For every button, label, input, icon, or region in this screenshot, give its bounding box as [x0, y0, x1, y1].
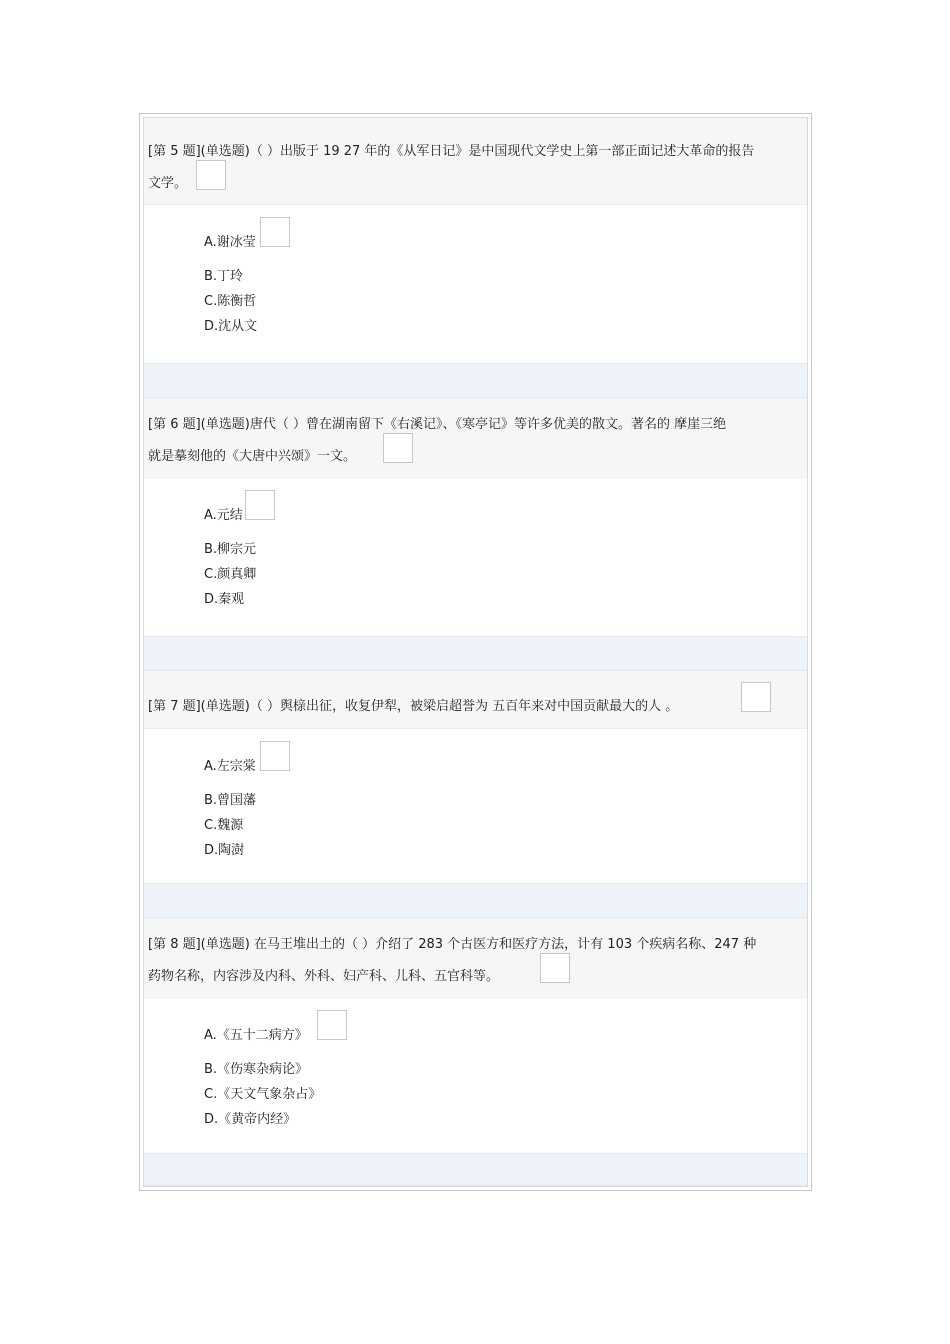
question-7-option-c[interactable]: C.魏源	[204, 818, 244, 833]
question-5-option-d[interactable]: D.沈从文	[204, 319, 258, 334]
exam-inner	[143, 117, 808, 1187]
question-8-option-d[interactable]: D.《黄帝内经》	[204, 1112, 297, 1127]
exam-frame	[139, 113, 812, 1191]
option-a-box[interactable]	[317, 1010, 347, 1040]
question-7	[144, 671, 807, 883]
option-a-box[interactable]	[260, 741, 290, 771]
question-5-option-a[interactable]: A.谢冰莹	[204, 235, 256, 250]
question-6	[144, 398, 807, 636]
question-5-option-c[interactable]: C.陈衡哲	[204, 294, 257, 309]
question-7-options	[144, 729, 807, 883]
question-5-answer-box[interactable]	[196, 160, 226, 190]
question-8-options	[144, 998, 807, 1156]
question-8-answer-box[interactable]	[540, 953, 570, 983]
question-5-stem	[144, 118, 807, 205]
separator	[144, 636, 807, 671]
question-8-text-line1: [第 8 题](单选题) 在马王堆出土的（ ）介绍了 283 个古医方和医疗方法，计有 103 个疾病名称、247 种	[148, 937, 757, 952]
question-5-text-line1: [第 5 题](单选题)（ ）出版于 19 27 年的《从军日记》是中国现代文学史上第一部正面记述大革命的报告	[148, 144, 755, 159]
question-6-stem	[144, 398, 807, 478]
question-6-option-b[interactable]: B.柳宗元	[204, 542, 257, 557]
question-5-options	[144, 205, 807, 363]
question-6-option-d[interactable]: D.秦观	[204, 592, 245, 607]
question-6-text-line1: [第 6 题](单选题)唐代（ ）曾在湖南留下《右溪记》、《寒亭记》等许多优美的散文。著名的 摩崖三绝	[148, 417, 727, 432]
question-8-text-line2: 药物名称，内容涉及内科、外科、妇产科、儿科、五官科等。	[148, 969, 500, 984]
question-8-option-c[interactable]: C.《天文气象杂占》	[204, 1087, 322, 1102]
question-7-option-d[interactable]: D.陶澍	[204, 843, 245, 858]
question-8-stem	[144, 918, 807, 998]
option-a-box[interactable]	[245, 490, 275, 520]
option-a-box[interactable]	[260, 217, 290, 247]
question-6-options	[144, 478, 807, 636]
separator	[144, 363, 807, 398]
question-7-option-a[interactable]: A.左宗棠	[204, 759, 256, 774]
question-8	[144, 918, 807, 1156]
separator	[144, 883, 807, 918]
question-7-answer-box[interactable]	[741, 682, 771, 712]
question-7-stem	[144, 671, 807, 729]
question-6-answer-box[interactable]	[383, 433, 413, 463]
question-7-option-b[interactable]: B.曾国藩	[204, 793, 257, 808]
question-7-text-line1: [第 7 题](单选题)（ ）舆榇出征，收复伊犁，被梁启超誉为 五百年来对中国贡献最大的人 。	[148, 699, 679, 714]
question-6-option-a[interactable]: A.元结	[204, 508, 243, 523]
question-6-text-line2: 就是摹刻他的《大唐中兴颂》一文。	[148, 449, 357, 464]
question-5	[144, 118, 807, 363]
question-6-option-c[interactable]: C.颜真卿	[204, 567, 257, 582]
separator	[144, 1153, 807, 1186]
question-5-text-line2: 文学。	[148, 176, 188, 191]
question-5-option-b[interactable]: B.丁玲	[204, 269, 244, 284]
question-8-option-b[interactable]: B.《伤寒杂病论》	[204, 1062, 309, 1077]
question-8-option-a[interactable]: A.《五十二病方》	[204, 1028, 308, 1043]
